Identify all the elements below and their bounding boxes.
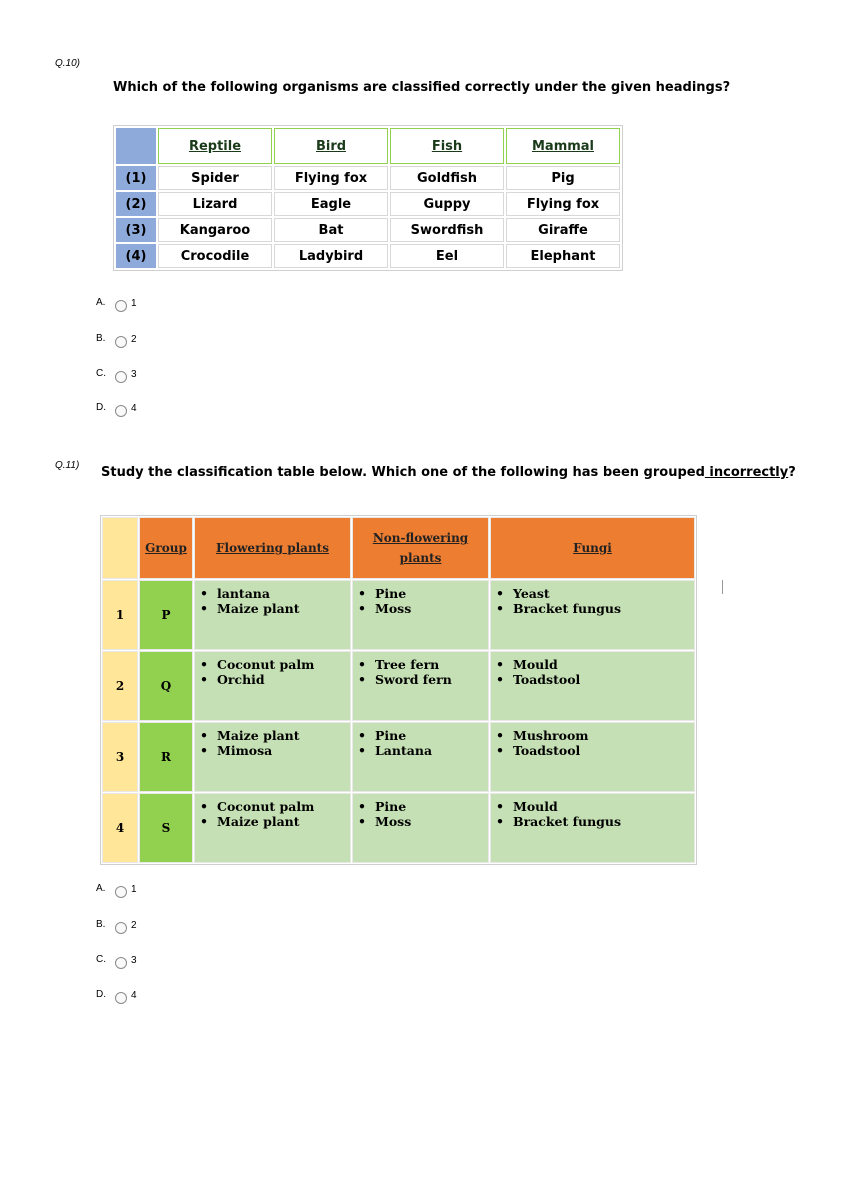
- nonflowering-cell: [352, 651, 489, 721]
- list-item: • lantana: [217, 586, 350, 601]
- list-item: • Mould: [513, 657, 694, 672]
- list-item: • Pine: [375, 799, 488, 814]
- list-item: • Mushroom: [513, 728, 694, 743]
- table-header-row: [102, 517, 695, 579]
- fungi-cell: [490, 793, 695, 863]
- option-letter: C.: [96, 954, 106, 965]
- list-item: • Lantana: [375, 743, 488, 758]
- header-fungi: Fungi: [490, 517, 695, 579]
- row-number: 2: [102, 651, 138, 721]
- table-cell: Spider: [158, 166, 272, 190]
- list-item: • Orchid: [217, 672, 350, 687]
- table-cell: Ladybird: [274, 244, 388, 268]
- table-cell: Crocodile: [158, 244, 272, 268]
- header-reptile: Reptile: [158, 128, 272, 164]
- list-item: • Coconut palm: [217, 799, 350, 814]
- table-cell: Eagle: [274, 192, 388, 216]
- q11-question-text: Study the classification table below. Which one of the following has been grouped incorrectly?: [101, 465, 796, 480]
- header-mammal: Mammal: [506, 128, 620, 164]
- row-label: (1): [116, 166, 156, 190]
- list-item: • Pine: [375, 586, 488, 601]
- list-item: • Yeast: [513, 586, 694, 601]
- table-cell: Lizard: [158, 192, 272, 216]
- row-label: (2): [116, 192, 156, 216]
- table-cell: Flying fox: [274, 166, 388, 190]
- option-value: 4: [131, 403, 137, 414]
- q11-number: Q.11): [55, 460, 80, 471]
- option-letter: D.: [96, 402, 106, 413]
- flowering-cell: [194, 580, 351, 650]
- option-value: 4: [131, 990, 137, 1001]
- table-cell: Flying fox: [506, 192, 620, 216]
- nonflowering-cell: [352, 793, 489, 863]
- list-item: • Coconut palm: [217, 657, 350, 672]
- fungi-cell: [490, 580, 695, 650]
- option-value: 2: [131, 334, 137, 345]
- table-corner-cell: [102, 517, 138, 579]
- flowering-cell: [194, 793, 351, 863]
- table-cell: Bat: [274, 218, 388, 242]
- list-item: • Bracket fungus: [513, 601, 694, 616]
- radio-button[interactable]: [115, 886, 127, 898]
- nonflowering-cell: [352, 580, 489, 650]
- underlined-word: incorrectly: [704, 465, 789, 480]
- option-letter: D.: [96, 989, 106, 1000]
- table-cell: Eel: [390, 244, 504, 268]
- table-corner-cell: [116, 128, 156, 164]
- table-cell: Elephant: [506, 244, 620, 268]
- option-value: 3: [131, 955, 137, 966]
- radio-button[interactable]: [115, 957, 127, 969]
- group-letter: P: [139, 580, 193, 650]
- table-cell: Guppy: [390, 192, 504, 216]
- row-label: (4): [116, 244, 156, 268]
- list-item: • Pine: [375, 728, 488, 743]
- list-item: • Mimosa: [217, 743, 350, 758]
- row-label: (3): [116, 218, 156, 242]
- table-cell: Pig: [506, 166, 620, 190]
- table-row: [116, 218, 620, 242]
- q10-question-text: Which of the following organisms are classified correctly under the given headings?: [113, 80, 731, 95]
- table-row: [116, 166, 620, 190]
- table-row: [102, 651, 695, 721]
- table-row: [102, 580, 695, 650]
- list-item: • Bracket fungus: [513, 814, 694, 829]
- list-item: • Toadstool: [513, 743, 694, 758]
- list-item: • Maize plant: [217, 814, 350, 829]
- list-item: • Maize plant: [217, 728, 350, 743]
- table-cell: Kangaroo: [158, 218, 272, 242]
- radio-button[interactable]: [115, 300, 127, 312]
- list-item: • Maize plant: [217, 601, 350, 616]
- q10-classification-table: [113, 125, 623, 271]
- radio-button[interactable]: [115, 992, 127, 1004]
- fungi-cell: [490, 722, 695, 792]
- header-fish: Fish: [390, 128, 504, 164]
- row-number: 3: [102, 722, 138, 792]
- table-header-row: [116, 128, 620, 164]
- option-value: 3: [131, 369, 137, 380]
- option-letter: B.: [96, 919, 106, 930]
- list-item: • Moss: [375, 814, 488, 829]
- option-letter: C.: [96, 368, 106, 379]
- table-row: [102, 722, 695, 792]
- group-letter: S: [139, 793, 193, 863]
- nonflowering-cell: [352, 722, 489, 792]
- flowering-cell: [194, 722, 351, 792]
- list-item: • Mould: [513, 799, 694, 814]
- table-cell: Goldfish: [390, 166, 504, 190]
- flowering-cell: [194, 651, 351, 721]
- group-letter: R: [139, 722, 193, 792]
- table-cell: Giraffe: [506, 218, 620, 242]
- list-item: • Tree fern: [375, 657, 488, 672]
- radio-button[interactable]: [115, 922, 127, 934]
- list-item: • Toadstool: [513, 672, 694, 687]
- q10-number: Q.10): [55, 58, 81, 69]
- radio-button[interactable]: [115, 371, 127, 383]
- row-number: 1: [102, 580, 138, 650]
- row-number: 4: [102, 793, 138, 863]
- fungi-cell: [490, 651, 695, 721]
- list-item: • Moss: [375, 601, 488, 616]
- header-group: Group: [139, 517, 193, 579]
- table-cell: Swordfish: [390, 218, 504, 242]
- option-letter: B.: [96, 333, 106, 344]
- option-letter: A.: [96, 883, 106, 894]
- list-item: • Sword fern: [375, 672, 488, 687]
- radio-button[interactable]: [115, 405, 127, 417]
- group-letter: Q: [139, 651, 193, 721]
- option-value: 2: [131, 920, 137, 931]
- option-value: 1: [131, 884, 137, 895]
- option-value: 1: [131, 298, 137, 309]
- table-row: [116, 192, 620, 216]
- radio-button[interactable]: [115, 336, 127, 348]
- q11-classification-table: [100, 515, 697, 865]
- header-non-flowering-plants: Non-flowering plants: [352, 517, 489, 579]
- text-cursor: [722, 580, 723, 594]
- header-bird: Bird: [274, 128, 388, 164]
- table-row: [116, 244, 620, 268]
- table-row: [102, 793, 695, 863]
- header-flowering-plants: Flowering plants: [194, 517, 351, 579]
- option-letter: A.: [96, 297, 106, 308]
